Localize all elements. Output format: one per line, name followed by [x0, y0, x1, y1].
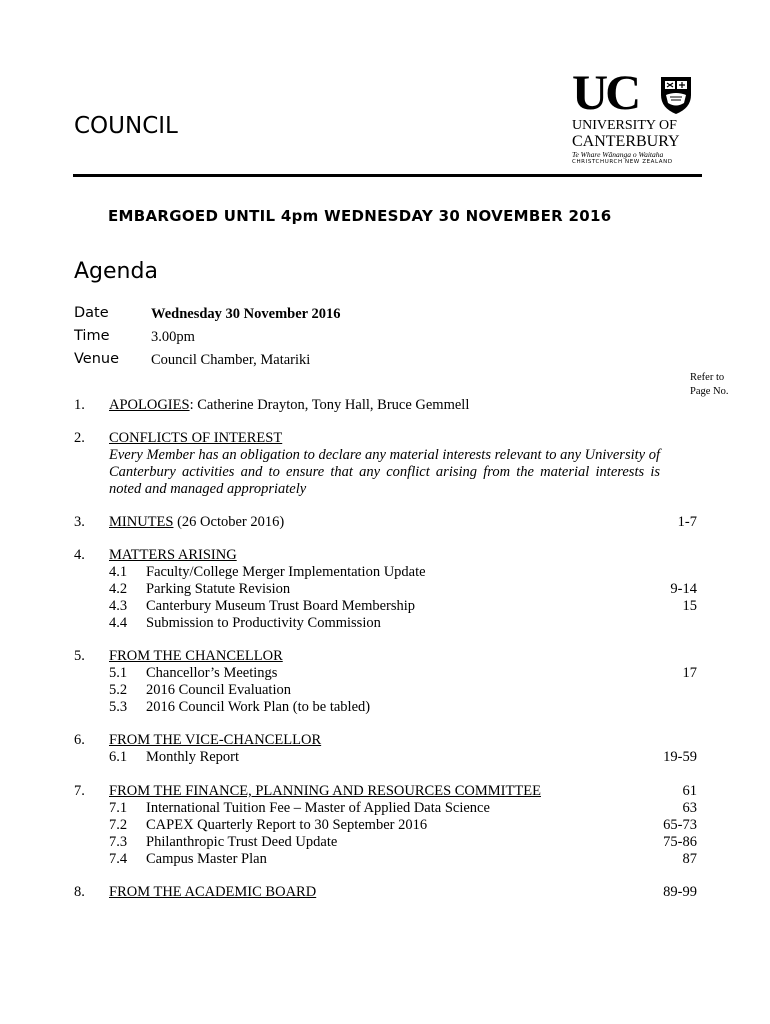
- item-heading-text: FROM THE CHANCELLOR: [109, 648, 283, 664]
- item-heading-rest: : Catherine Drayton, Tony Hall, Bruce Gemmell: [189, 397, 470, 413]
- conflicts-description: Every Member has an obligation to declare any material interests relevant to any University of Canterbury activities and to ensure that any conflict arising from the material interests is noted and managed appropriately: [109, 447, 660, 497]
- item-number: 2.: [74, 430, 85, 446]
- page-title: COUNCIL: [74, 113, 178, 139]
- page-ref: 15: [682, 598, 697, 614]
- item-number: 1.: [74, 397, 85, 413]
- logo-line-2: CANTERBURY: [572, 133, 680, 150]
- subitem-title: Philanthropic Trust Deed Update: [146, 834, 338, 850]
- item-heading-rest: (26 October 2016): [173, 514, 285, 530]
- agenda-heading: Agenda: [74, 259, 158, 284]
- item-heading: [109, 397, 469, 414]
- item-number: 5.: [74, 648, 85, 664]
- time-value: 3.00pm: [151, 329, 195, 345]
- subitem-number: 4.3: [109, 598, 128, 614]
- subitem-title: 2016 Council Work Plan (to be tabled): [146, 699, 371, 715]
- subitem-title: Faculty/College Merger Implementation Update: [146, 564, 426, 580]
- subitem-title: Campus Master Plan: [146, 851, 267, 867]
- page-ref: 75-86: [663, 834, 697, 850]
- item-number: 8.: [74, 884, 85, 900]
- item-heading: [109, 783, 541, 800]
- venue-label: Venue: [74, 351, 120, 367]
- subitem-number: 5.3: [109, 699, 128, 715]
- item-number: 6.: [74, 732, 85, 748]
- logo-line-4: CHRISTCHURCH NEW ZEALAND: [572, 159, 673, 165]
- page-ref: 87: [682, 851, 697, 867]
- item-heading-text: FROM THE ACADEMIC BOARD: [109, 884, 317, 900]
- crest-icon: [658, 75, 694, 115]
- embargo-notice: EMBARGOED UNTIL 4pm WEDNESDAY 30 NOVEMBER 2016: [108, 207, 612, 225]
- venue-value: Council Chamber, Matariki: [151, 352, 311, 368]
- subitem-title: Canterbury Museum Trust Board Membership: [146, 598, 416, 614]
- subitem-title: 2016 Council Evaluation: [146, 682, 291, 698]
- logo-mark: UC: [572, 64, 639, 120]
- item-heading-text: APOLOGIES: [109, 397, 190, 413]
- item-heading-text: CONFLICTS OF INTEREST: [109, 430, 283, 446]
- item-heading-text: MINUTES: [109, 514, 174, 530]
- refer-line-2: Page No.: [690, 386, 729, 397]
- item-number: 7.: [74, 783, 85, 799]
- page-ref: 89-99: [663, 884, 697, 900]
- subitem-number: 7.3: [109, 834, 128, 850]
- time-label: Time: [74, 328, 110, 344]
- page-ref: 63: [682, 800, 697, 816]
- page-ref: 1-7: [677, 514, 697, 530]
- item-heading: [109, 547, 237, 564]
- subitem-title: Submission to Productivity Commission: [146, 615, 381, 631]
- refer-line-1: Refer to: [690, 372, 725, 383]
- page-ref: 9-14: [670, 581, 697, 597]
- subitem-number: 7.1: [109, 800, 128, 816]
- page-ref: 61: [682, 783, 697, 799]
- item-heading-text: FROM THE VICE-CHANCELLOR: [109, 732, 322, 748]
- refer-column-header: [690, 371, 729, 399]
- item-heading: [109, 648, 283, 665]
- header-divider: [73, 174, 702, 177]
- item-heading: [109, 514, 284, 531]
- item-number: 4.: [74, 547, 85, 563]
- date-value: Wednesday 30 November 2016: [151, 306, 341, 322]
- page-ref: 17: [682, 665, 697, 681]
- item-heading: [109, 884, 316, 901]
- subitem-number: 7.2: [109, 817, 128, 833]
- subitem-number: 4.2: [109, 581, 128, 597]
- item-heading: [109, 732, 321, 749]
- subitem-title: CAPEX Quarterly Report to 30 September 2016: [146, 817, 428, 833]
- subitem-number: 7.4: [109, 851, 128, 867]
- subitem-number: 4.4: [109, 615, 128, 631]
- subitem-title: Monthly Report: [146, 749, 240, 765]
- logo-line-1: UNIVERSITY OF: [572, 118, 677, 133]
- subitem-title: Chancellor’s Meetings: [146, 665, 278, 681]
- item-number: 3.: [74, 514, 85, 530]
- item-heading: [109, 430, 282, 447]
- subitem-number: 5.2: [109, 682, 128, 698]
- date-label: Date: [74, 305, 109, 321]
- subitem-number: 6.1: [109, 749, 128, 765]
- subitem-title: International Tuition Fee – Master of Applied Data Science: [146, 800, 490, 816]
- page-ref: 65-73: [663, 817, 697, 833]
- subitem-title: Parking Statute Revision: [146, 581, 291, 597]
- item-heading-text: FROM THE FINANCE, PLANNING AND RESOURCES COMMITTEE: [109, 783, 541, 799]
- item-heading-text: MATTERS ARISING: [109, 547, 237, 563]
- subitem-number: 5.1: [109, 665, 128, 681]
- logo-line-3: Te Whare Wānanga o Waitaha: [572, 150, 664, 159]
- subitem-number: 4.1: [109, 564, 128, 580]
- university-logo: [572, 64, 698, 168]
- page-ref: 19-59: [663, 749, 697, 765]
